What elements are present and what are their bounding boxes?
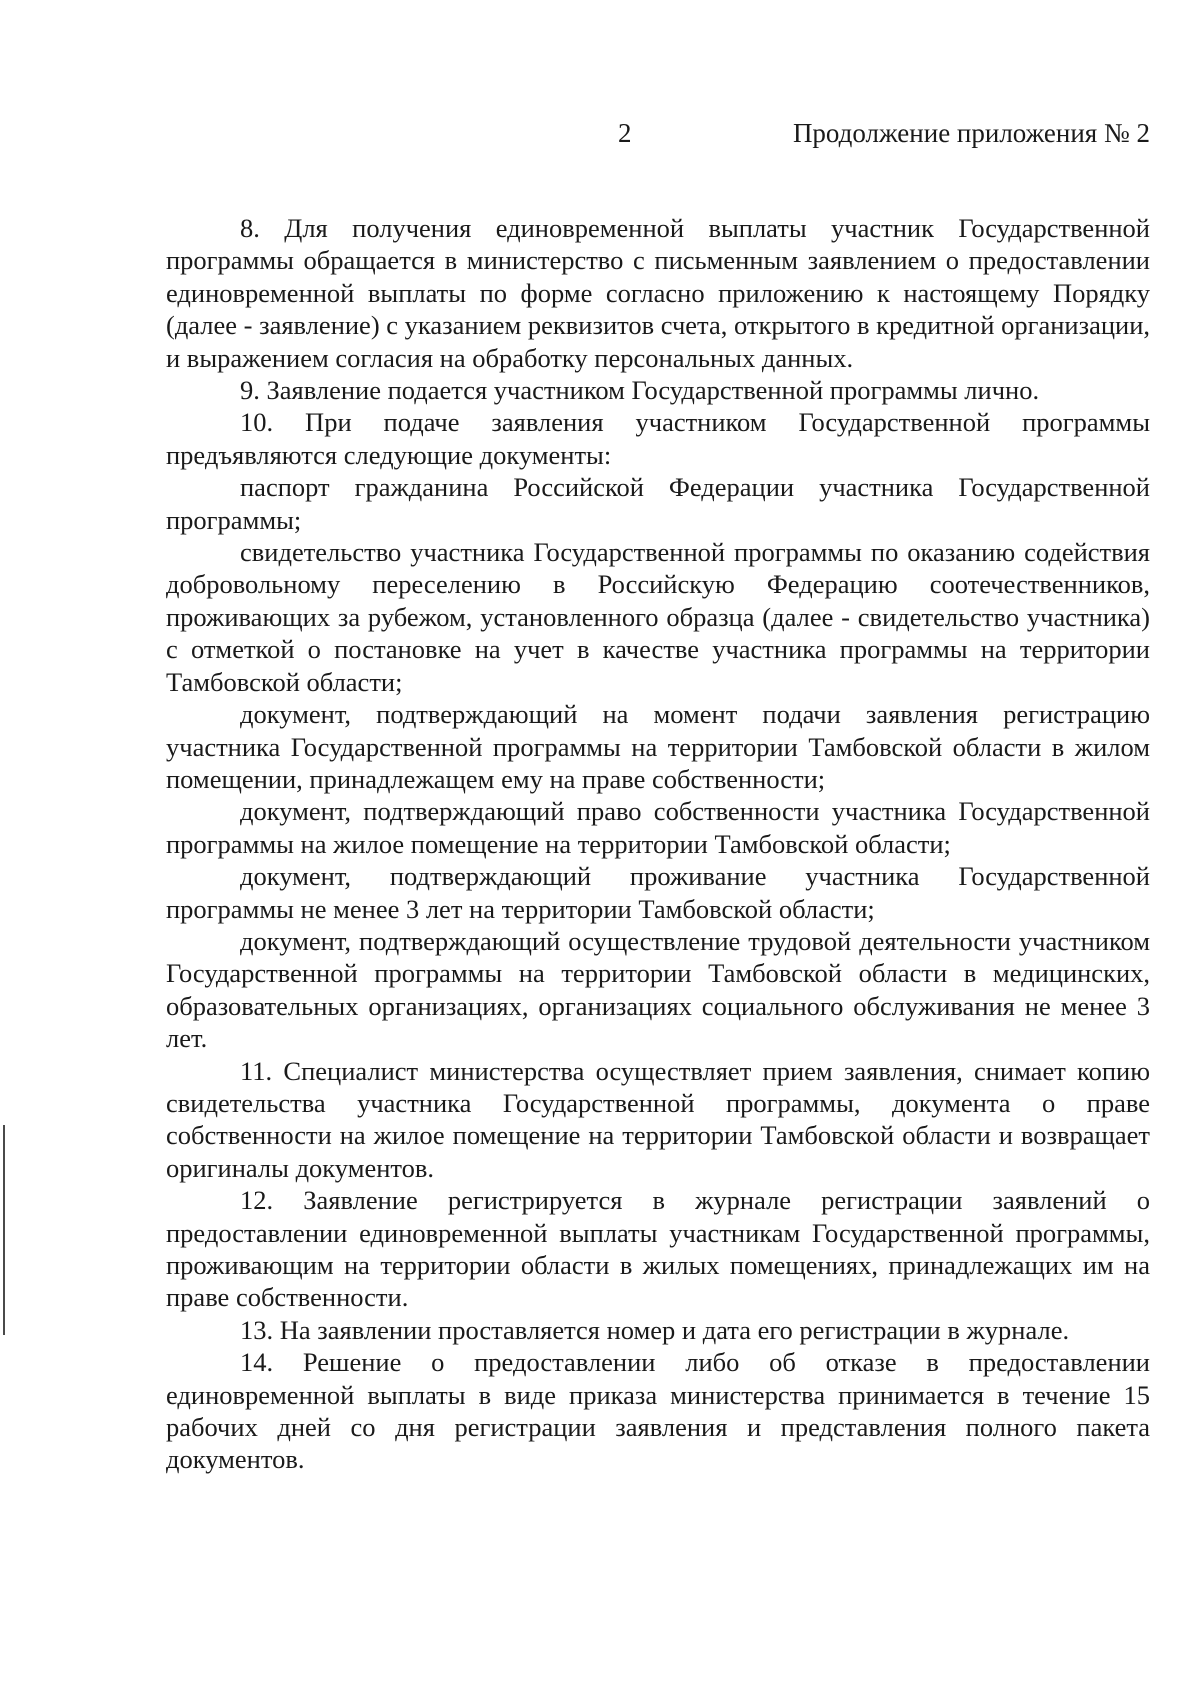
document-item-passport: паспорт гражданина Российской Федерации участника Государственной программы; (166, 472, 1150, 535)
document-body (166, 212, 1150, 1476)
document-item-residence: документ, подтверждающий проживание участника Государственной программы не менее 3 лет на территории Тамбовской области; (166, 861, 1150, 924)
paragraph-8: 8. Для получения единовременной выплаты участник Государственной программы обращается в министерство с письменным заявлением о предоставлении единовременной выплаты по форме согласно приложению к настоящему Порядку (далее - заявление) с указанием реквизитов счета, открытого в кредитной организации, и выражением согласия на обработку персональных данных. (166, 213, 1151, 373)
paragraph-12: 12. Заявление регистрируется в журнале регистрации заявлений о предоставлении единовременной выплаты участникам Государственной программы, проживающим на территории области в жилых помещениях, принадлежащих им на праве собственности. (166, 1185, 1150, 1313)
appendix-continuation-label: Продолжение приложения № 2 (792, 118, 1150, 148)
document-item-registration: документ, подтверждающий на момент подачи заявления регистрацию участника Государственной программы на территории Тамбовской области в жилом помещении, принадлежащем ему на праве собственности; (166, 699, 1150, 794)
page-number: 2 (618, 118, 632, 148)
document-item-ownership: документ, подтверждающий право собственности участника Государственной программы на жилое помещение на территории Тамбовской области; (166, 796, 1150, 859)
page-header (0, 118, 1200, 158)
paragraph-10: 10. При подаче заявления участником Государственной программы предъявляются следующие документы: (166, 407, 1150, 470)
scan-edge-mark (3, 1125, 5, 1335)
paragraph-14: 14. Решение о предоставлении либо об отказе в предоставлении единовременной выплаты в виде приказа министерства принимается в течение 15 рабочих дней со дня регистрации заявления и представления полного пакета документов. (166, 1347, 1150, 1475)
document-item-employment: документ, подтверждающий осуществление трудовой деятельности участником Государственной программы на территории Тамбовской области в медицинских, образовательных организациях, организациях социального обслуживания не менее 3 лет. (166, 925, 1150, 1054)
paragraph-9: 9. Заявление подается участником Государственной программы лично. (240, 375, 1040, 406)
paragraph-13: 13. На заявлении проставляется номер и дата его регистрации в журнале. (240, 1314, 1070, 1345)
paragraph-11: 11. Специалист министерства осуществляет прием заявления, снимает копию свидетельства участника Государственной программы, документа о праве собственности на жилое помещение на территории Тамбовской области и возвращает оригиналы документов. (166, 1055, 1150, 1183)
document-item-certificate: свидетельство участника Государственной программы по оказанию содействия добровольному переселению в Российскую Федерацию соотечественников, проживающих за рубежом, установленного образца (далее - свидетельство участника) с отметкой о постановке на учет в качестве участника программы на территории Тамбовской области; (166, 537, 1150, 697)
